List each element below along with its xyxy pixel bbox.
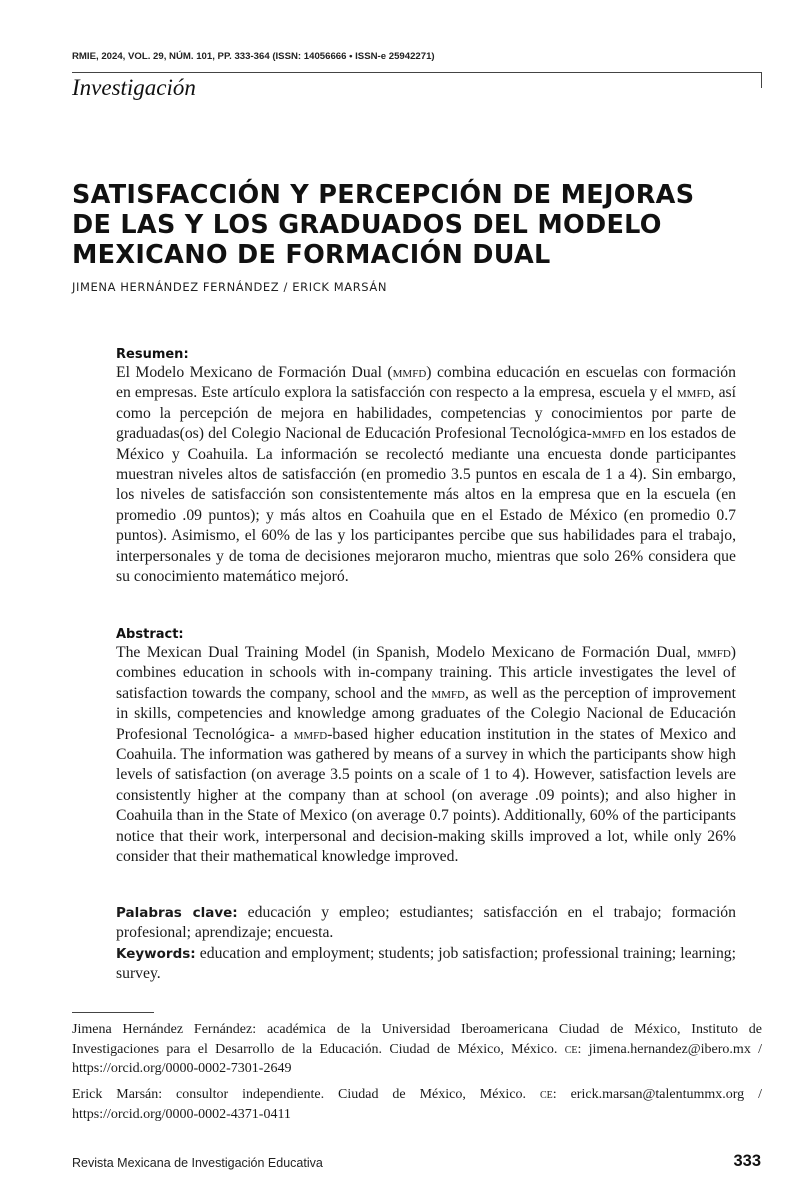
acronym: mmfd xyxy=(591,425,626,443)
title-line: DE LAS Y LOS GRADUADOS DEL MODELO xyxy=(72,210,662,240)
page-number: 333 xyxy=(733,1152,761,1170)
footnote-divider xyxy=(72,1012,154,1013)
resumen-text: El Modelo Mexicano de Formación Dual (mmfd) combina educación en escuelas con formación en empresas. Este artículo explora la satisfacción con respecto a la empresa, escuela y el mmfd, así como la percepción de mejora en habilidades, competencias y conocimientos por parte de graduadas(os) del Colegio Nacional de Educación Profesional Tecnológica-mmfd en los estados de México y Coahuila. La información se recolectó mediante una encuesta donde participantes muestran niveles altos de satisfacción (en promedio 3.5 puntos en escala de 1 a 4). Sin embargo, los niveles de satisfacción son consistentemente más altos en la empresa que en la escuela (en promedio .09 puntos); y más altos en Coahuila que en el Estado de México (en promedio 0.7 puntos). Asimismo, el 60% de las y los participantes percibe que sus habilidades para el trabajo, interpersonales y de toma de decisiones mejoraron mucho, mientras que solo 26% considera que su conocimiento matemático mejoró. xyxy=(116,364,736,586)
article-authors: JIMENA HERNÁNDEZ FERNÁNDEZ / ERICK MARSÁN xyxy=(72,280,388,294)
journal-reference: RMIE, 2024, VOL. 29, NÚM. 101, PP. 333-364 (ISSN: 14056666 • ISSN-e 25942271) xyxy=(72,51,435,62)
article-title xyxy=(72,180,762,270)
keywords-section xyxy=(116,903,736,985)
footer-journal-name: Revista Mexicana de Investigación Educativa xyxy=(72,1156,323,1170)
acronym: mmfd xyxy=(431,684,465,702)
abstract-heading: Abstract: xyxy=(116,627,184,642)
resumen-section xyxy=(116,346,736,587)
footnote-author-1: Jimena Hernández Fernández: académica de la Universidad Iberoamericana Ciudad de México, Instituto de Investigaciones para el Desarrollo de la Educación. Ciudad de México, México. ce: jimena.hernandez@ibero.mx / https://orcid.org/0000-0002-7301-2649 xyxy=(72,1022,762,1076)
acronym: mmfd xyxy=(697,644,731,661)
abstract-text: The Mexican Dual Training Model (in Spanish, Modelo Mexicano de Formación Dual, mmfd) combines education in schools with in-company training. This article investigates the level of satisfaction towards the company, school and the mmfd, as well as the perception of improvement in skills, competencies and knowledge among graduates of the Colegio Nacional de Educación Profesional Tecnológica- a mmfd-based higher education institution in the states of Mexico and Coahuila. The information was gathered by means of a survey in which the participants show high levels of satisfaction (on average 3.5 points on a scale of 1 to 4). However, satisfaction levels are consistently higher at the company than at school (on average .09 points); and also higher in Coahuila than in the State of Mexico (on average 0.7 points). Additionally, 60% of the participants notice that their work, interpersonal and decision-making skills improved a lot, while only 26% consider that their mathematical knowledge improved. xyxy=(116,644,736,866)
acronym: mmfd xyxy=(392,364,427,381)
header-divider xyxy=(72,72,762,73)
acronym: mmfd xyxy=(293,725,328,743)
palabras-clave: Palabras clave: educación y empleo; estudiantes; satisfacción en el trabajo; formación profesional; aprendizaje; encuesta. xyxy=(116,904,736,942)
footnote-author-2: Erick Marsán: consultor independiente. Ciudad de México, México. ce: erick.marsan@talentummx.org / https://orcid.org/0000-0002-4371-0411 xyxy=(72,1087,762,1122)
keywords-label: Keywords: xyxy=(116,945,196,962)
header-divider-tick xyxy=(761,72,762,88)
title-line: MEXICANO DE FORMACIÓN DUAL xyxy=(72,240,551,270)
resumen-heading: Resumen: xyxy=(116,347,189,362)
abstract-section xyxy=(116,626,736,867)
palabras-clave-label: Palabras clave: xyxy=(116,905,238,921)
section-label: Investigación xyxy=(72,75,196,100)
acronym: mmfd xyxy=(676,384,711,402)
keywords: Keywords: education and employment; students; job satisfaction; professional training; learning; survey. xyxy=(116,944,736,983)
title-line: SATISFACCIÓN Y PERCEPCIÓN DE MEJORAS xyxy=(72,180,695,210)
